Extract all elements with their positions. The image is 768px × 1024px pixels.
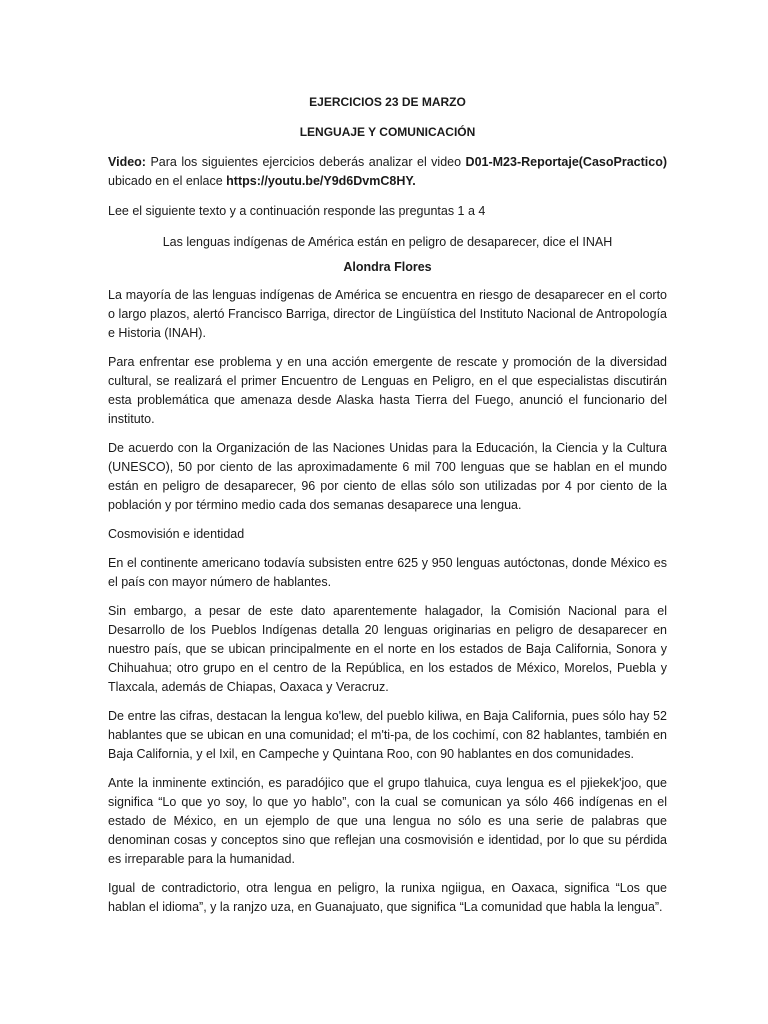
reading-instruction: Lee el siguiente texto y a continuación responde las preguntas 1 a 4 [108, 204, 486, 218]
video-label: Video: [108, 155, 146, 169]
article-author: Alondra Flores [343, 260, 432, 274]
article-paragraph: Igual de contradictorio, otra lengua en peligro, la runixa ngiigua, en Oaxaca, significa “Los que hablan el idioma”, y la ranjzo uza, en Guanajuato, que significa “La comunidad que habla la lengua”. [108, 881, 667, 914]
article-paragraph: De acuerdo con la Organización de las Naciones Unidas para la Educación, la Ciencia y la Cultura (UNESCO), 50 por ciento de las aproximadamente 6 mil 700 lenguas que se hablan en el mundo están en peligro de desaparecer, 96 por ciento de ellas sólo son utilizadas por 4 por ciento de la población y por término medio cada dos semanas desaparece una lengua. [108, 441, 667, 512]
article-paragraph: En el continente americano todavía subsisten entre 625 y 950 lenguas autóctonas, donde México es el país con mayor número de hablantes. [108, 556, 667, 589]
document-date-heading: EJERCICIOS 23 DE MARZO [309, 95, 466, 109]
article-paragraph: Para enfrentar ese problema y en una acción emergente de rescate y promoción de la diversidad cultural, se realizará el primer Encuentro de Lenguas en Peligro, en el que especialistas discutirán esta problemática que amenaza desde Alaska hasta Tierra del Fuego, anunció el funcionario del instituto. [108, 355, 667, 426]
article-paragraph: La mayoría de las lenguas indígenas de América se encuentra en riesgo de desaparecer en el corto o largo plazos, alertó Francisco Barriga, director de Lingüística del Instituto Nacional de Antropología e Historia (INAH). [108, 288, 667, 340]
video-text-2: ubicado en el enlace [108, 174, 227, 188]
article-subheading: Cosmovisión e identidad [108, 527, 245, 541]
video-instructions [108, 153, 667, 191]
video-end: . [412, 174, 416, 188]
subject-heading: LENGUAJE Y COMUNICACIÓN [299, 125, 476, 139]
video-code: D01-M23-Reportaje(CasoPractico) [465, 155, 667, 169]
article-title: Las lenguas indígenas de América están en peligro de desaparecer, dice el INAH [162, 235, 613, 249]
video-text-1: Para los siguientes ejercicios deberás analizar el video [145, 155, 466, 169]
article-paragraph: Sin embargo, a pesar de este dato aparentemente halagador, la Comisión Nacional para el Desarrollo de los Pueblos Indígenas detalla 20 lenguas originarias en peligro de desaparecer en nuestro país, que se ubican principalmente en el norte en los estados de Baja California, Sonora y Chihuahua; otro grupo en el centro de la República, en los estados de México, Morelos, Puebla y Tlaxcala, además de Chiapas, Oaxaca y Veracruz. [108, 604, 667, 694]
article-paragraph: Ante la inminente extinción, es paradójico que el grupo tlahuica, cuya lengua es el pjiekek'joo, que significa “Lo que yo soy, lo que yo hablo”, con la cual se comunican ya sólo 466 indígenas en el estado de México, en un ejemplo de que una lengua no sólo es una serie de palabras que denominan cosas y conceptos sino que reflejan una cosmovisión e identidad, por lo que su pérdida es irreparable para la humanidad. [108, 776, 667, 866]
article-paragraph: De entre las cifras, destacan la lengua ko'lew, del pueblo kiliwa, en Baja California, pues sólo hay 52 hablantes que se ubican en una comunidad; el m'ti-pa, de los cochimí, con 82 hablantes, también en Baja California, y el Ixil, en Campeche y Quintana Roo, con 90 hablantes en dos comunidades. [108, 709, 667, 761]
video-link[interactable]: https://youtu.be/Y9d6DvmC8HY [226, 174, 413, 188]
